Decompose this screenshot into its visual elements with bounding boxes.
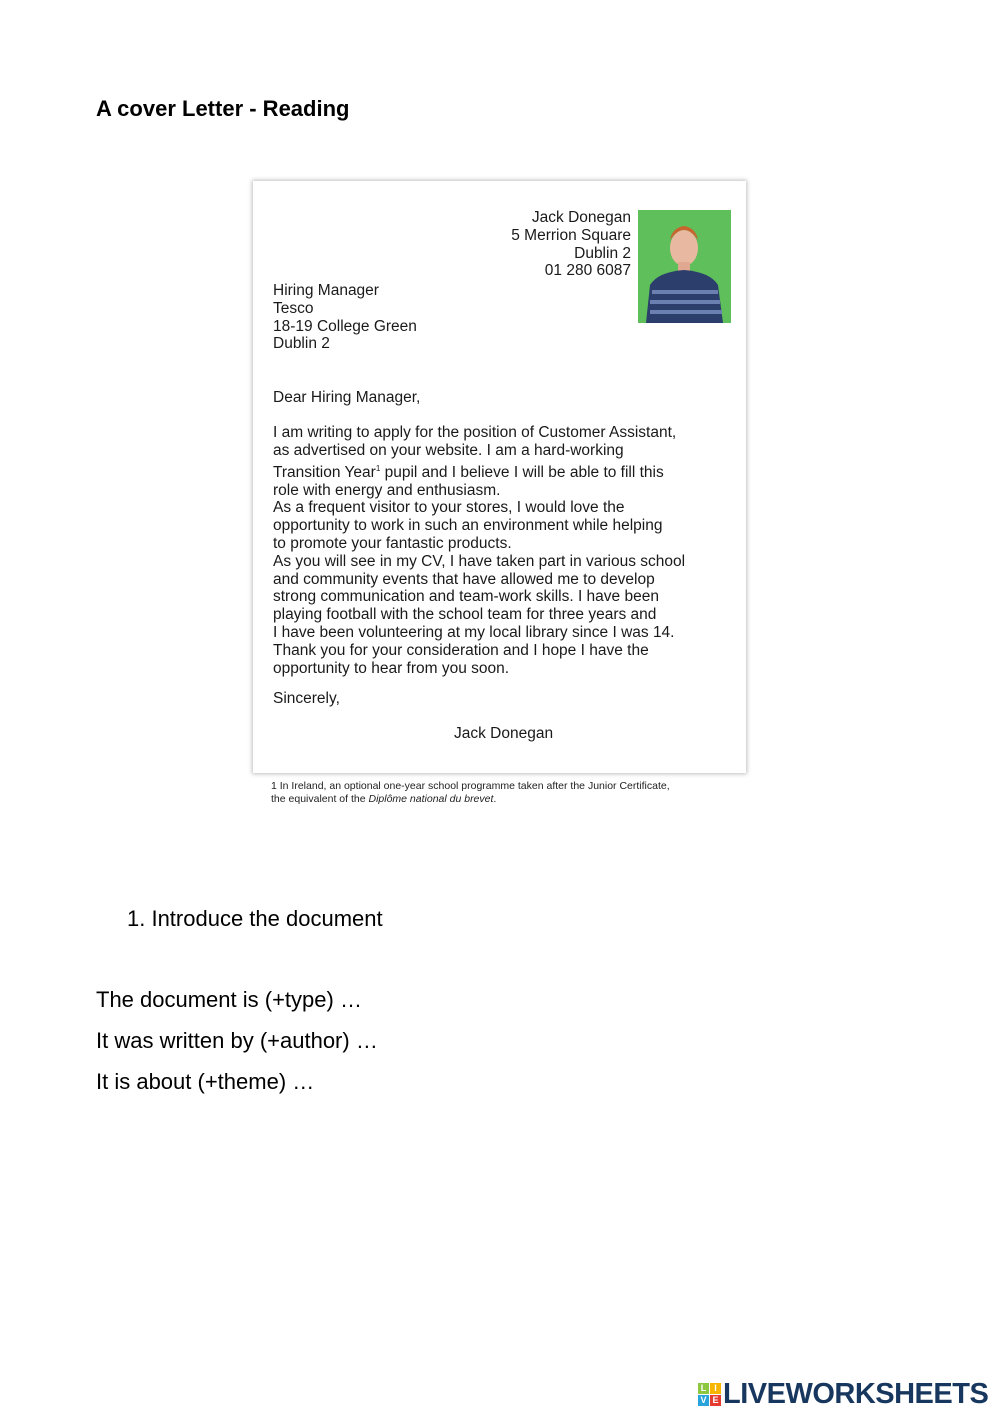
body-line: to promote your fantastic products. — [273, 534, 512, 552]
sender-city: Dublin 2 — [574, 244, 631, 262]
answer-prompt-theme: It is about (+theme) … — [96, 1069, 315, 1094]
footnote-text: the equivalent of the — [271, 793, 369, 805]
sender-name: Jack Donegan — [531, 209, 631, 226]
footnote-text: . — [493, 793, 497, 805]
question-1: 1. Introduce the document — [127, 906, 383, 931]
body-line: I have been volunteering at my local library since I was 14. — [273, 623, 675, 641]
recipient-street: 18-19 College Green — [273, 317, 417, 335]
body-line: strong communication and team-work skills. I have been — [273, 588, 659, 606]
logo-tile: E — [710, 1395, 721, 1406]
logo-tiles-icon — [698, 1383, 721, 1406]
page-title: A cover Letter - Reading — [96, 96, 350, 121]
liveworksheets-logo — [698, 1378, 988, 1411]
sender-phone: 01 280 6087 — [544, 262, 631, 280]
recipient-city: Dublin 2 — [273, 335, 330, 353]
cover-letter-image — [253, 181, 746, 773]
body-line: and community events that have allowed me to develop — [273, 570, 655, 588]
body-line: As a frequent visitor to your stores, I would love the — [273, 499, 625, 517]
body-line: opportunity to hear from you soon. — [273, 659, 510, 677]
footnote — [271, 780, 670, 806]
letter-body — [273, 424, 685, 677]
applicant-photo — [638, 210, 731, 323]
body-line: As you will see in my CV, I have taken part in various school — [273, 552, 686, 570]
answer-prompt-author: It was written by (+author) … — [96, 1028, 378, 1053]
footnote-italic: Diplôme national du brevet — [368, 793, 494, 805]
sender-street: 5 Merrion Square — [511, 226, 631, 244]
body-line: opportunity to work in such an environment while helping — [273, 517, 663, 535]
transition-year: Transition Year — [273, 463, 376, 481]
footnote-ref: 1 — [375, 463, 381, 473]
body-line — [273, 460, 685, 482]
footnote-line — [271, 793, 670, 806]
logo-tile: L — [698, 1383, 709, 1394]
answer-prompt-type: The document is (+type) … — [96, 987, 362, 1012]
logo-wordmark: LIVEWORKSHEETS — [723, 1378, 989, 1410]
sender-address — [511, 209, 631, 280]
logo-tile: V — [698, 1395, 709, 1406]
footnote-line: 1 In Ireland, an optional one-year school programme taken after the Junior Certificate, — [271, 780, 670, 792]
logo-tile: I — [710, 1383, 721, 1394]
recipient-address — [273, 282, 417, 353]
body-text: pupil and I believe I will be able to fill this — [380, 463, 664, 481]
signature: Jack Donegan — [454, 725, 554, 742]
salutation: Dear Hiring Manager, — [273, 389, 421, 406]
recipient-company: Tesco — [273, 299, 314, 317]
closing: Sincerely, — [273, 690, 340, 707]
body-line: as advertised on your website. I am a hard-working — [273, 441, 624, 459]
recipient-title: Hiring Manager — [273, 282, 379, 299]
body-line: role with energy and enthusiasm. — [273, 481, 501, 499]
body-line: playing football with the school team for three years and — [273, 606, 657, 624]
body-line: I am writing to apply for the position of Customer Assistant, — [273, 424, 677, 441]
body-line: Thank you for your consideration and I hope I have the — [273, 641, 649, 659]
